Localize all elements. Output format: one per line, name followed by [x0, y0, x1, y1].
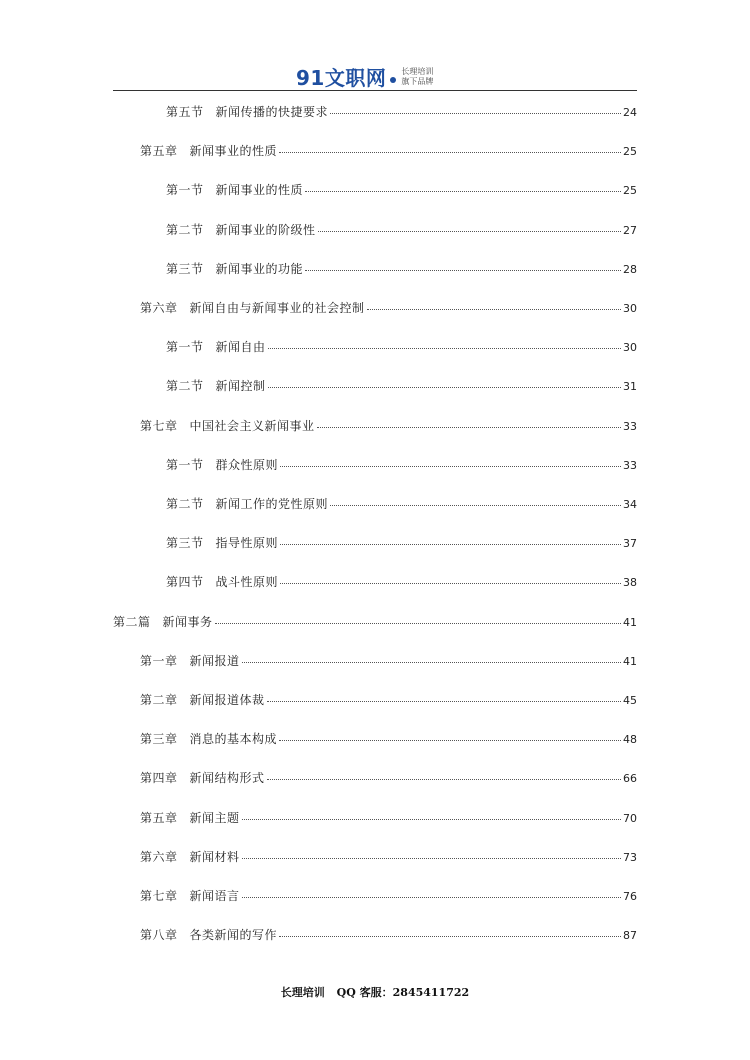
toc-entry-title: 新闻报道	[189, 653, 240, 668]
toc-entry-title: 新闻自由	[215, 340, 266, 355]
toc-entry-number: 第二章	[140, 693, 178, 707]
toc-entry-title: 新闻工作的党性原则	[215, 497, 329, 511]
toc-entry[interactable]	[166, 457, 637, 473]
toc-entry-page: 25	[623, 145, 637, 159]
toc-entry[interactable]	[166, 378, 637, 394]
footer-contact: QQ 客服：2845411722	[336, 986, 470, 999]
toc-entry-number: 第一节	[166, 457, 204, 472]
toc-entry-title: 新闻事业的性质	[189, 144, 278, 159]
toc-entry[interactable]	[140, 692, 637, 708]
toc-dot-leader	[267, 701, 621, 702]
toc-entry-title: 新闻控制	[215, 379, 266, 394]
toc-entry[interactable]	[140, 143, 637, 159]
page-footer	[0, 984, 750, 1000]
toc-entry-number: 第二节	[166, 222, 204, 237]
toc-entry-page: 30	[623, 302, 637, 315]
toc-entry[interactable]	[140, 653, 637, 669]
toc-entry-number: 第七章	[140, 418, 178, 433]
toc-dot-leader	[330, 113, 621, 114]
toc-entry-title: 指导性原则	[215, 536, 279, 551]
toc-entry[interactable]	[140, 927, 637, 943]
toc-entry-title: 战斗性原则	[215, 575, 279, 590]
toc-entry-number: 第六章	[140, 849, 178, 864]
toc-entry-page: 31	[623, 380, 637, 394]
toc-entry-number: 第四章	[140, 771, 178, 786]
toc-entry-number: 第三节	[166, 261, 204, 276]
toc-entry-page: 66	[623, 772, 637, 786]
toc-entry[interactable]	[140, 810, 637, 826]
toc-dot-leader	[305, 191, 621, 192]
toc-dot-leader	[268, 348, 621, 349]
toc-entry-number: 第三章	[140, 732, 178, 747]
toc-entry-number: 第一章	[140, 653, 178, 668]
toc-entry-page: 76	[623, 890, 637, 903]
toc-entry-title: 新闻事业的功能	[215, 261, 304, 276]
toc-entry-page: 34	[623, 498, 637, 511]
toc-entry-page: 30	[623, 341, 637, 355]
brand-logo	[296, 62, 433, 91]
toc-entry[interactable]	[166, 339, 637, 355]
toc-dot-leader	[330, 505, 621, 506]
toc-entry-number: 第四节	[166, 575, 204, 590]
toc-entry[interactable]	[140, 849, 637, 865]
toc-entry-page: 28	[623, 262, 637, 276]
logo-dot-icon	[390, 77, 396, 83]
toc-entry-page: 37	[623, 537, 637, 551]
toc-entry-number: 第一节	[166, 183, 204, 198]
toc-entry-page: 70	[623, 811, 637, 825]
toc-entry-page: 45	[623, 694, 637, 707]
toc-entry-page: 33	[623, 419, 637, 433]
toc-entry[interactable]	[166, 261, 637, 277]
toc-entry-title: 新闻结构形式	[189, 771, 265, 786]
toc-dot-leader	[280, 544, 621, 545]
toc-entry-title: 新闻主题	[189, 810, 240, 825]
toc-entry[interactable]	[166, 496, 637, 512]
toc-entry[interactable]	[140, 418, 637, 434]
toc-dot-leader	[268, 387, 621, 388]
toc-dot-leader	[279, 152, 621, 153]
toc-dot-leader	[318, 231, 621, 232]
toc-entry-number: 第七章	[140, 889, 178, 903]
toc-entry-number: 第六章	[140, 301, 178, 315]
toc-entry-number: 第五节	[166, 105, 204, 119]
toc-dot-leader	[215, 623, 621, 624]
toc-entry-title: 消息的基本构成	[189, 732, 278, 747]
toc-entry-title: 各类新闻的写作	[189, 928, 278, 943]
toc-dot-leader	[242, 819, 621, 820]
toc-entry-number: 第二节	[166, 497, 204, 511]
toc-entry-number: 第五章	[140, 144, 178, 159]
toc-entry-title: 新闻语言	[189, 889, 240, 903]
toc-entry-title: 新闻事业的性质	[215, 183, 304, 198]
toc-dot-leader	[242, 897, 621, 898]
toc-dot-leader	[280, 583, 621, 584]
toc-entry[interactable]	[166, 535, 637, 551]
toc-entry[interactable]	[166, 574, 637, 590]
toc-entry-page: 87	[623, 929, 637, 943]
toc-entry-page: 48	[623, 733, 637, 747]
toc-entry[interactable]	[166, 222, 637, 238]
toc-dot-leader	[305, 270, 621, 271]
toc-entry-page: 27	[623, 223, 637, 237]
toc-entry-number: 第三节	[166, 536, 204, 551]
toc-entry-title: 新闻材料	[189, 849, 240, 864]
toc-entry[interactable]	[113, 614, 637, 630]
toc-entry[interactable]	[140, 300, 637, 316]
toc-entry-number: 第二节	[166, 379, 204, 394]
toc-entry-number: 第五章	[140, 810, 178, 825]
toc-dot-leader	[367, 309, 621, 310]
logo-tagline	[401, 67, 433, 87]
toc-dot-leader	[317, 427, 621, 428]
toc-entry-page: 24	[623, 106, 637, 119]
toc-entry-title: 新闻事务	[162, 614, 213, 629]
toc-entry-page: 25	[623, 184, 637, 198]
toc-dot-leader	[279, 740, 621, 741]
toc-dot-leader	[242, 662, 621, 663]
toc-entry[interactable]	[140, 888, 637, 904]
footer-org: 长理培训	[280, 986, 325, 999]
toc-entry-title: 群众性原则	[215, 457, 279, 472]
toc-entry[interactable]	[140, 731, 637, 747]
toc-dot-leader	[279, 936, 621, 937]
toc-entry-title: 新闻传播的快捷要求	[215, 105, 329, 119]
toc-entry-number: 第一节	[166, 340, 204, 355]
toc-dot-leader	[280, 466, 621, 467]
toc-dot-leader	[242, 858, 621, 859]
page-header	[0, 58, 750, 92]
toc-entry-title: 新闻事业的阶级性	[215, 222, 316, 237]
toc-dot-leader	[267, 779, 621, 780]
toc-entry[interactable]	[166, 182, 637, 198]
toc-entry-page: 41	[623, 615, 637, 629]
toc-entry-page: 38	[623, 576, 637, 590]
logo-wordmark: 91文职网	[296, 66, 387, 90]
toc-entry[interactable]	[140, 770, 637, 786]
toc-entry-page: 41	[623, 654, 637, 668]
toc-entry-title: 中国社会主义新闻事业	[189, 418, 315, 433]
logo-tagline-line2: 旗下品牌	[401, 76, 434, 86]
toc-entry-title: 新闻自由与新闻事业的社会控制	[189, 301, 365, 315]
header-divider	[113, 90, 637, 91]
toc-entry-number: 第八章	[140, 928, 178, 943]
toc-entry[interactable]	[166, 104, 637, 120]
toc-entry-number: 第二篇	[113, 614, 151, 629]
toc-entry-title: 新闻报道体裁	[189, 693, 265, 707]
toc-entry-page: 33	[623, 458, 637, 472]
logo-tagline-line1: 长理培训	[401, 66, 434, 76]
toc-entry-page: 73	[623, 850, 637, 864]
